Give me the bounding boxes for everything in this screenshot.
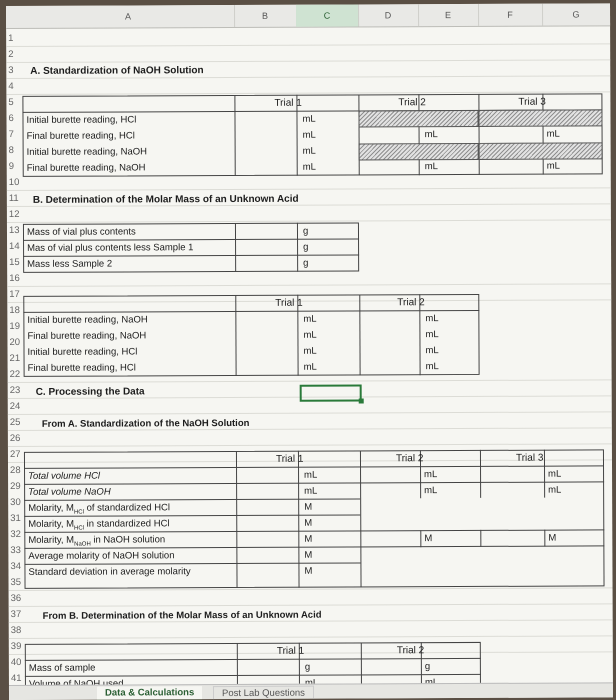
c-label-row28: Total volume HCl	[28, 470, 101, 482]
c-unit-t1[interactable]: M	[304, 533, 313, 545]
row-number[interactable]: 31	[10, 512, 21, 524]
b-label-row19: Final burette reading, NaOH	[27, 330, 147, 342]
row-number[interactable]: 8	[8, 144, 14, 156]
c-trial-1-header: Trial 1	[275, 453, 304, 465]
row-number[interactable]: 2	[8, 48, 14, 60]
row-number[interactable]: 36	[10, 592, 22, 604]
c-label-row30-text: Molarity, M	[28, 502, 74, 514]
column-a-header[interactable]: A	[22, 5, 235, 28]
a-trial-1-header: Trial 1	[274, 97, 302, 109]
row-number[interactable]: 14	[9, 240, 20, 252]
b-unit-t1[interactable]: mL	[303, 345, 317, 357]
c-unit-t1[interactable]: mL	[304, 469, 318, 481]
row-number[interactable]: 37	[10, 608, 22, 620]
spreadsheet[interactable]	[6, 3, 613, 700]
column-d-header[interactable]: D	[358, 4, 419, 26]
row-number[interactable]: 9	[8, 160, 15, 172]
row-number[interactable]: 29	[10, 480, 21, 492]
row-number[interactable]: 21	[9, 352, 21, 364]
b-label-row21: Final burette reading, HCl	[27, 362, 136, 374]
row-number[interactable]: 15	[9, 256, 20, 268]
row-number[interactable]: 32	[10, 528, 21, 540]
row-number[interactable]: 20	[9, 336, 21, 348]
b-mass-unit[interactable]: g	[302, 225, 309, 237]
c-unit-t2[interactable]: M	[424, 533, 433, 545]
tab-data-calculations[interactable]: Data & Calculations	[97, 686, 202, 700]
row-number[interactable]: 28	[10, 464, 21, 476]
active-cell-selection[interactable]	[300, 384, 362, 401]
c-label-row31	[28, 518, 169, 532]
a-unit-t3[interactable]: mL	[546, 128, 560, 140]
row-number[interactable]: 22	[9, 368, 21, 380]
column-c-header[interactable]: C	[296, 4, 359, 26]
column-g-header[interactable]: G	[542, 3, 611, 25]
b-unit-t2[interactable]: mL	[425, 361, 439, 373]
hatched-cell	[359, 143, 479, 161]
a-unit-t2[interactable]: mL	[424, 161, 438, 173]
b-unit-t2[interactable]: mL	[425, 329, 439, 341]
table-line	[480, 450, 481, 498]
cb-label-row40: Mass of sample	[28, 662, 96, 674]
row-number[interactable]: 41	[10, 672, 22, 684]
b-mass-unit[interactable]: g	[303, 241, 309, 253]
hatched-cell	[479, 142, 603, 160]
b-unit-t2[interactable]: mL	[425, 313, 439, 325]
sheet-tab-bar	[9, 682, 613, 700]
section-a-title: A. Standardization of NaOH Solution	[30, 65, 204, 77]
a-label-row8: Initial burette reading, NaOH	[26, 146, 148, 158]
gridline	[8, 379, 612, 383]
table-line	[235, 223, 236, 272]
row-number[interactable]: 23	[9, 384, 21, 396]
gridline	[8, 411, 612, 415]
c-unit-t3[interactable]: mL	[548, 468, 562, 480]
c-label-row29: Total volume NaOH	[28, 486, 111, 498]
section-c-title: C. Processing the Data	[35, 386, 145, 398]
gridline	[9, 635, 613, 639]
b-unit-t1[interactable]: mL	[303, 329, 317, 341]
row-number[interactable]: 26	[9, 432, 21, 444]
c-label-row30-tail: of standardized HCl	[83, 502, 171, 514]
a-label-row9: Final burette reading, NaOH	[26, 162, 146, 174]
row-number[interactable]: 17	[9, 288, 20, 300]
table-line	[544, 450, 545, 498]
gridline	[6, 59, 610, 63]
row-number[interactable]: 7	[8, 128, 14, 140]
cb-trial-1-header: Trial 1	[276, 645, 305, 657]
table-line	[420, 530, 421, 547]
row-number[interactable]: 16	[9, 272, 20, 284]
c-unit-t1[interactable]: M	[304, 565, 313, 577]
c-label-row31-tail: in standardized HCl	[83, 518, 170, 530]
b-mass-label-row14: Mas of vial plus contents less Sample 1	[27, 242, 194, 254]
row-number[interactable]: 13	[8, 224, 20, 236]
b-trial-2-header: Trial 2	[397, 297, 425, 309]
a-unit-t1[interactable]: mL	[302, 145, 316, 157]
a-unit-t1[interactable]: mL	[302, 113, 316, 125]
row-number[interactable]: 3	[8, 64, 14, 76]
c-trial-2-header: Trial 2	[395, 453, 424, 465]
row-number[interactable]: 25	[9, 416, 21, 428]
row-number[interactable]: 1	[8, 32, 14, 44]
gridline	[9, 603, 613, 607]
column-header-bar	[6, 3, 610, 29]
b-unit-t1[interactable]: mL	[303, 313, 317, 325]
cb-unit-t1[interactable]: g	[304, 661, 311, 673]
c-label-row31-text: Molarity, M	[28, 518, 75, 530]
c-label-row33: Average molarity of NaOH solution	[28, 550, 175, 562]
row-number[interactable]: 5	[8, 96, 14, 108]
b-mass-unit[interactable]: g	[303, 257, 309, 269]
row-number[interactable]: 11	[8, 192, 19, 204]
c-label-row30-sub: HCl	[73, 509, 84, 516]
row-number[interactable]: 30	[10, 496, 21, 508]
row-number[interactable]: 34	[10, 560, 22, 572]
a-unit-t2[interactable]: mL	[424, 129, 438, 141]
b-unit-t1[interactable]: mL	[303, 361, 317, 373]
table-line	[480, 530, 481, 547]
a-trial-2-header: Trial 2	[398, 97, 426, 109]
b-label-row20: Initial burette reading, HCl	[27, 346, 138, 358]
row-number[interactable]: 38	[10, 624, 22, 636]
a-trial-3-header: Trial 3	[518, 96, 546, 108]
gridline	[7, 283, 611, 287]
row-number[interactable]: 35	[10, 576, 22, 588]
c-trial-3-header: Trial 3	[515, 452, 544, 464]
column-b-header[interactable]: B	[234, 5, 297, 27]
c-unit-t3[interactable]: mL	[548, 484, 562, 496]
row-number[interactable]: 39	[10, 640, 22, 652]
row-number[interactable]: 33	[10, 544, 21, 556]
c-unit-t2[interactable]: mL	[424, 485, 438, 497]
b-mass-label-row13: Mass of vial plus contents	[26, 226, 136, 238]
section-c-sub-b: From B. Determination of the Molar Mass of an Unknown Acid	[42, 609, 322, 622]
section-b-title: B. Determination of the Molar Mass of an Unknown Acid	[32, 193, 299, 206]
row-number[interactable]: 19	[9, 320, 21, 332]
row-number[interactable]: 40	[10, 656, 22, 668]
row-number[interactable]: 24	[9, 400, 21, 412]
c-unit-t2[interactable]: mL	[424, 469, 438, 481]
row-number[interactable]: 6	[8, 112, 14, 124]
c-label-row30	[28, 502, 170, 516]
hatched-cell	[358, 110, 478, 128]
row-number[interactable]: 18	[9, 304, 20, 316]
row-number[interactable]: 10	[8, 176, 20, 188]
c-unit-t1[interactable]: M	[304, 501, 313, 513]
row-number[interactable]: 27	[9, 448, 21, 460]
c-label-row32-sub: NaOH	[74, 541, 91, 548]
section-c-sub-a: From A. Standardization of the NaOH Solution	[41, 417, 250, 430]
gridline	[7, 187, 611, 191]
c-unit-t1[interactable]: M	[304, 549, 313, 561]
column-f-header[interactable]: F	[478, 4, 543, 26]
b-mass-label-row15: Mass less Sample 2	[27, 258, 113, 270]
table-line	[297, 223, 298, 272]
column-e-header[interactable]: E	[418, 4, 479, 26]
c-unit-t1[interactable]: mL	[304, 485, 318, 497]
tab-post-lab-questions[interactable]: Post Lab Questions	[213, 686, 314, 700]
cb-unit-t2[interactable]: g	[424, 661, 431, 673]
a-unit-t1[interactable]: mL	[302, 129, 316, 141]
c-label-row31-sub: HCl	[74, 525, 85, 532]
hatched-cell	[478, 109, 602, 127]
c-label-row32	[28, 534, 165, 547]
gridline	[6, 43, 610, 47]
cb-trial-2-header: Trial 2	[396, 645, 425, 657]
row-number[interactable]: 12	[8, 208, 20, 220]
a-label-row7: Final burette reading, HCl	[26, 130, 135, 142]
row-number[interactable]: 4	[8, 80, 14, 92]
c-unit-t1[interactable]: M	[304, 517, 313, 529]
c-label-row34: Standard deviation in average molarity	[28, 566, 191, 578]
c-label-row32-tail: in NaOH solution	[90, 534, 166, 546]
b-trial-1-header: Trial 1	[275, 297, 303, 309]
gridline	[8, 443, 612, 447]
b-unit-t2[interactable]: mL	[425, 345, 439, 357]
a-unit-t1[interactable]: mL	[302, 161, 316, 173]
a-unit-t3[interactable]: mL	[546, 160, 560, 172]
c-label-row32-text: Molarity, M	[28, 534, 75, 546]
table-line	[544, 530, 545, 547]
a-label-row6: Initial burette reading, HCl	[26, 114, 137, 126]
b-label-row18: Initial burette reading, NaOH	[27, 314, 148, 326]
c-unit-t3[interactable]: M	[548, 532, 557, 544]
